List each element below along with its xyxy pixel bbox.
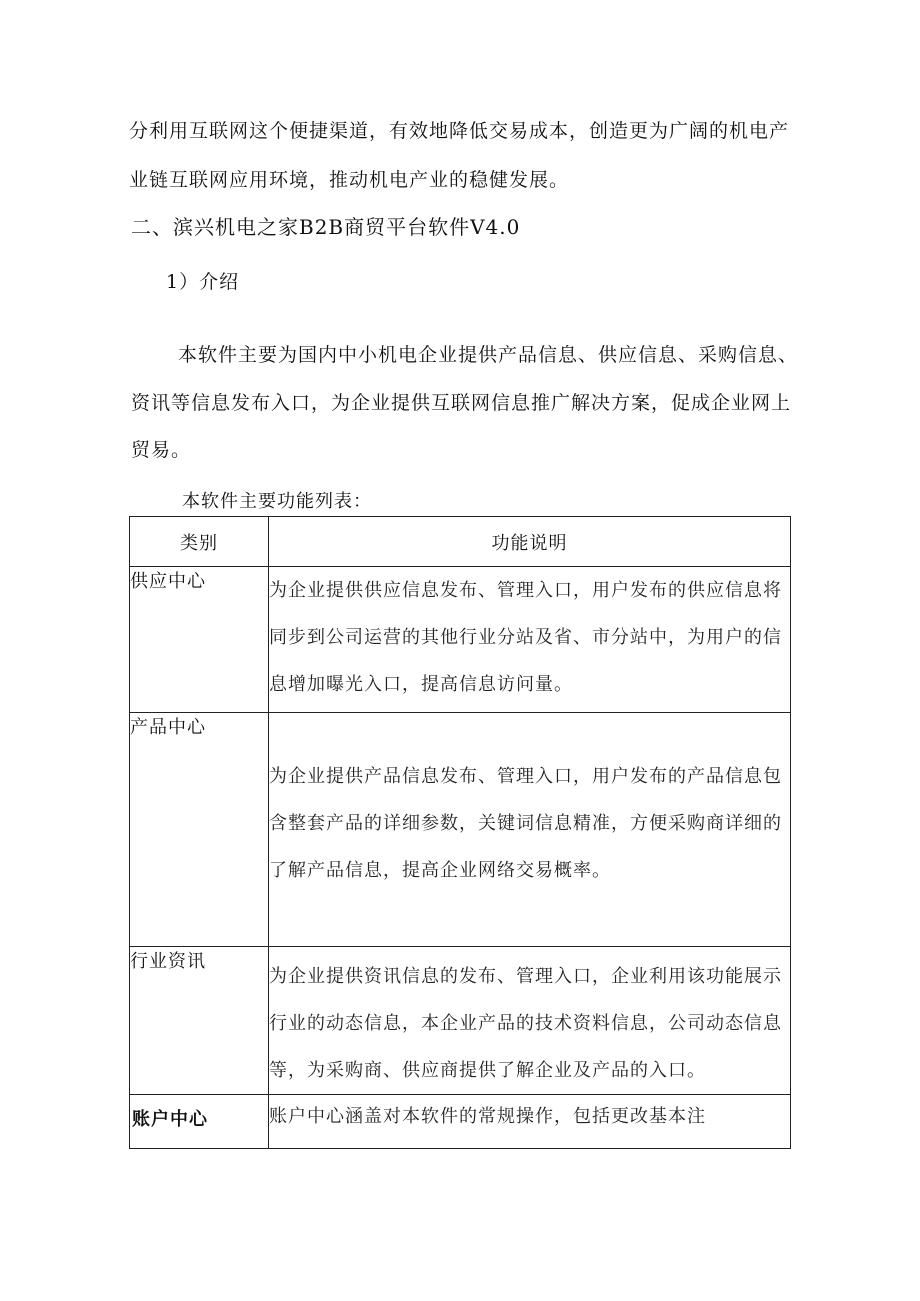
table-row [130, 713, 791, 947]
section-heading: 二、滨兴机电之家B2B商贸平台软件V4.0 [131, 215, 521, 239]
table-header-row [130, 517, 791, 567]
intro-line-1: 分利用互联网这个便捷渠道，有效地降低交易成本，创造更为广阔的机电产 [129, 120, 790, 142]
function-table [129, 516, 791, 1149]
table-row [130, 567, 791, 713]
header-description: 功能说明 [269, 517, 791, 567]
table-row [130, 1095, 791, 1149]
row-category: 行业资讯 [130, 947, 269, 1095]
description-line-1: 本软件主要为国内中小机电企业提供产品信息、供应信息、采购信息、 [178, 344, 799, 366]
row-category: 账户中心 [130, 1095, 269, 1149]
table-row [130, 947, 791, 1095]
subsection-heading: 1）介绍 [166, 271, 240, 293]
row-category: 供应中心 [130, 567, 269, 713]
description-line-3: 贸易。 [131, 439, 192, 461]
row-category: 产品中心 [130, 713, 269, 947]
row-description: 为企业提供供应信息发布、管理入口，用户发布的供应信息将同步到公司运营的其他行业分站及省、市分站中，为用户的信息增加曝光入口，提高信息访问量。 [269, 567, 791, 713]
intro-line-2: 业链互联网应用环境，推动机电产业的稳健发展。 [129, 169, 570, 191]
row-description: 为企业提供资讯信息的发布、管理入口，企业利用该功能展示行业的动态信息，本企业产品的技术资料信息，公司动态信息等，为采购商、供应商提供了解企业及产品的入口。 [269, 947, 791, 1095]
header-category: 类别 [130, 517, 269, 567]
row-description: 账户中心涵盖对本软件的常规操作，包括更改基本注 [269, 1095, 791, 1149]
table-caption: 本软件主要功能列表： [182, 491, 372, 512]
description-line-2: 资讯等信息发布入口，为企业提供互联网信息推广解决方案，促成企业网上 [131, 392, 792, 414]
row-description: 为企业提供产品信息发布、管理入口，用户发布的产品信息包含整套产品的详细参数，关键词信息精准，方便采购商详细的了解产品信息，提高企业网络交易概率。 [269, 713, 791, 947]
